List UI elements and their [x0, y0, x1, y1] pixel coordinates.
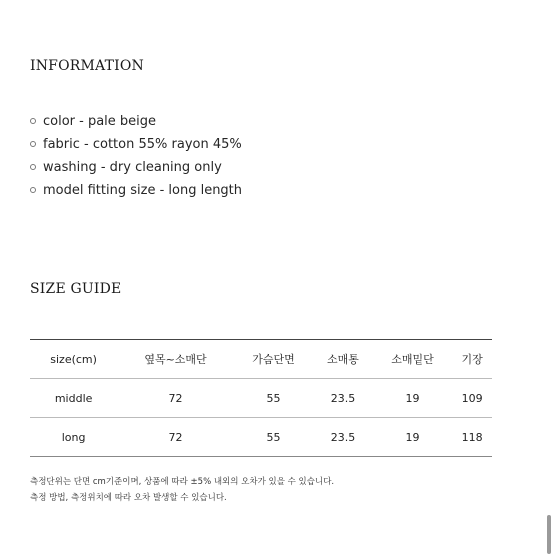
header-chest: 가슴단면 [234, 340, 313, 379]
size-table [30, 339, 492, 457]
cell-sleeve-width: 23.5 [313, 418, 373, 457]
measurement-method-note: 측정 방법, 측정위치에 따라 오차 발생할 수 있습니다. [30, 493, 227, 503]
list-item [30, 156, 242, 179]
table-row [30, 418, 492, 457]
cell-sleeve-width: 23.5 [313, 379, 373, 418]
cell-length: 109 [452, 379, 492, 418]
cell-size: middle [30, 379, 117, 418]
measurement-note: 측정단위는 단면 cm기준이며, 상품에 따라 ±5% 내외의 오차가 있을 수 있습니다. [30, 477, 335, 487]
list-item [30, 179, 242, 202]
header-size: size(cm) [30, 340, 117, 379]
info-washing: washing - dry cleaning only [43, 160, 222, 175]
cell-sleeve-hem: 19 [373, 379, 452, 418]
information-list [30, 110, 242, 202]
header-shoulder-to-sleeve: 옆목~소매단 [117, 340, 234, 379]
bullet-icon [30, 164, 36, 170]
cell-chest: 55 [234, 418, 313, 457]
info-color: color - pale beige [43, 114, 157, 129]
cell-sleeve-hem: 19 [373, 418, 452, 457]
info-model-fitting: model fitting size - long length [43, 183, 243, 198]
cell-size: long [30, 418, 117, 457]
header-sleeve-width: 소매통 [313, 340, 373, 379]
bullet-icon [30, 118, 36, 124]
table-header-row [30, 340, 492, 379]
cell-length: 118 [452, 418, 492, 457]
cell-chest: 55 [234, 379, 313, 418]
scrollbar[interactable] [547, 515, 551, 554]
bullet-icon [30, 187, 36, 193]
info-fabric: fabric - cotton 55% rayon 45% [43, 137, 242, 152]
list-item [30, 110, 242, 133]
size-guide-title: SIZE GUIDE [30, 281, 122, 297]
header-sleeve-hem: 소매밑단 [373, 340, 452, 379]
table-row [30, 379, 492, 418]
information-title: INFORMATION [30, 58, 144, 74]
cell-shoulder-to-sleeve: 72 [117, 379, 234, 418]
header-length: 기장 [452, 340, 492, 379]
list-item [30, 133, 242, 156]
cell-shoulder-to-sleeve: 72 [117, 418, 234, 457]
bullet-icon [30, 141, 36, 147]
